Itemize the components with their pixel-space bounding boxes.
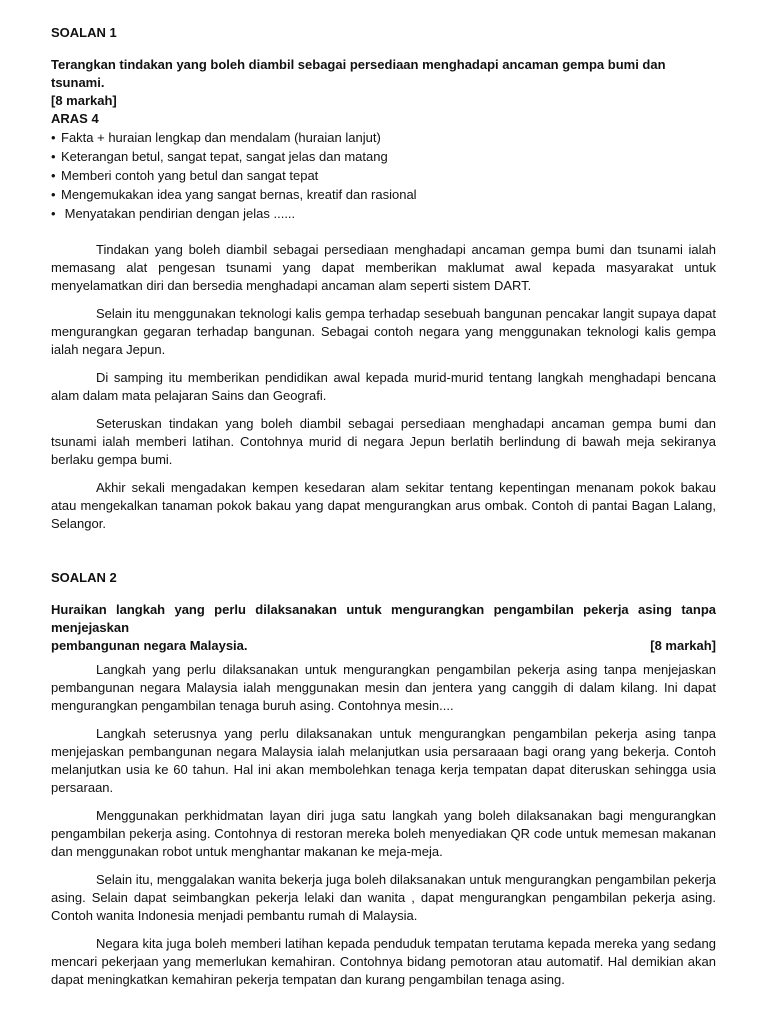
question-2-heading: SOALAN 2 [51,570,117,585]
question-2-line-1: Huraikan langkah yang perlu dilaksanakan untuk mengurangkan pengambilan pekerja asing tanpa menjejaskan [51,602,716,635]
answer-paragraph: Seteruskan tindakan yang boleh diambil sebagai persediaan menghadapi ancaman gempa bumi dan tsunami ialah memberi latihan. Contohnya murid di negara Jepun berlatih berlindung di bawah meja sekiranya berlaku gempa bumi. [51,416,716,467]
answer-paragraph: Selain itu, menggalakan wanita bekerja juga boleh dilaksanakan untuk mengurangkan pengambilan pekerja asing. Selain dapat seimbangkan pekerja lelaki dan wanita , dapat mengurangkan pengambilan pekerja asing. Contoh wanita Indonesia menjadi pembantu rumah di Malaysia. [51,872,716,923]
bullet-icon: • [51,206,56,221]
criteria-item: • Menyatakan pendirian dengan jelas ...... [51,206,296,221]
answer-paragraph: Langkah seterusnya yang perlu dilaksanakan untuk mengurangkan pengambilan pekerja asing tanpa menjejaskan pembangunan negara Malaysia ialah melanjutkan usia persaraaan bagi orang yang bekerja. Contoh melanjutkan usia ke 60 tahun. Hal ini akan membolehkan tenaga kerja tempatan dapat diteruskan sehingga usia persaraan. [51,726,716,795]
answer-paragraph: Selain itu menggunakan teknologi kalis gempa terhadap sesebuah bangunan pencakar langit supaya dapat mengurangkan gegaran terhadap bangunan. Sebagai contoh negara yang menggunakan teknologi kalis gempa ialah negara Jepun. [51,306,716,357]
answer-paragraph: Tindakan yang boleh diambil sebagai persediaan menghadapi ancaman gempa bumi dan tsunami ialah memasang alat pengesan tsunami yang dapat memberikan maklumat awal kepada masyarakat untuk menyelamatkan diri dan bersedia menghadapi ancaman alam seperti sistem DART. [51,242,716,293]
bullet-icon: • [51,187,56,202]
question-2-marks: [8 markah] [650,638,716,653]
bullet-icon: • [51,130,56,145]
question-2-section [51,569,716,989]
criteria-item: • Mengemukakan idea yang sangat bernas, kreatif dan rasional [51,187,417,202]
marking-level: ARAS 4 [51,111,99,126]
marking-criteria-list [51,128,716,223]
answer-paragraph: Negara kita juga boleh memberi latihan kepada penduduk tempatan terutama kepada mereka yang sedang mencari pekerjaan yang memerlukan kemahiran. Contohnya bidang pemotoran atau automatif. Hal demikian akan dapat meningkatkan kemahiran pekerja tempatan dan kurang pengambilan tenaga asing. [51,936,716,987]
answer-paragraph: Di samping itu memberikan pendidikan awal kepada murid-murid tentang langkah menghadapi bencana alam dalam mata pelajaran Sains dan Geografi. [51,370,716,403]
question-1-section [51,24,716,533]
question-2-line-2-text: pembangunan negara Malaysia. [51,638,248,653]
criteria-item: • Keterangan betul, sangat tepat, sangat jelas dan matang [51,149,388,164]
question-1-text: Terangkan tindakan yang boleh diambil sebagai persediaan menghadapi ancaman gempa bumi dan tsunami. [51,57,666,90]
answer-paragraph: Menggunakan perkhidmatan layan diri juga satu langkah yang boleh dilaksanakan bagi mengurangkan pengambilan pekerja asing. Contohnya di restoran mereka boleh menyediakan QR code untuk memesan makanan dan menggunakan robot untuk menghantar makanan ke meja-meja. [51,808,716,859]
criteria-item: • Memberi contoh yang betul dan sangat tepat [51,168,319,183]
answer-paragraph: Langkah yang perlu dilaksanakan untuk mengurangkan pengambilan pekerja asing tanpa menjejaskan pembangunan negara Malaysia ialah menggunakan mesin dan jentera yang canggih di dalam kilang. Ini dapat mengurangkan pengambilan tenaga buruh asing. Contohnya mesin.... [51,662,716,713]
answer-paragraph: Akhir sekali mengadakan kempen kesedaran alam sekitar tentang kepentingan menanam pokok bakau atau mengekalkan tanaman pokok bakau yang dapat mengurangkan arus ombak. Contoh di pantai Bagan Lalang, Selangor. [51,480,716,531]
question-2-line-2 [51,637,716,655]
criteria-item: • Fakta + huraian lengkap dan mendalam (huraian lanjut) [51,130,381,145]
bullet-icon: • [51,149,56,164]
bullet-icon: • [51,168,56,183]
question-1-marks: [8 markah] [51,93,117,108]
question-1-heading: SOALAN 1 [51,25,117,40]
question-2-text [51,601,716,655]
section-spacer [51,543,716,569]
